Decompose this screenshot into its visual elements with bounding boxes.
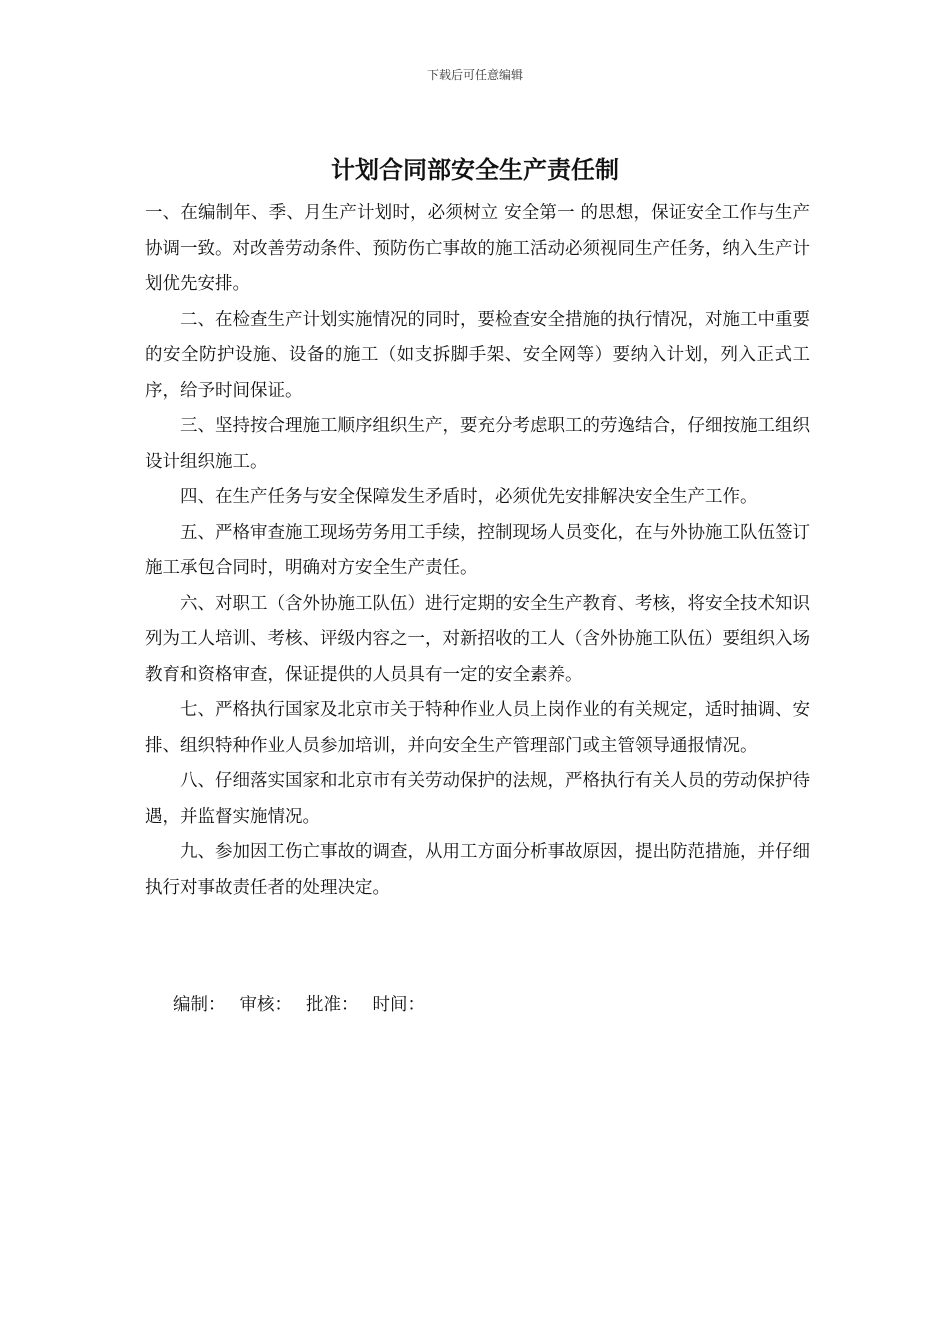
document-title: 计划合同部安全生产责任制 [331, 155, 619, 184]
document-body [145, 196, 810, 906]
paragraph-7: 七、严格执行国家及北京市关于特种作业人员上岗作业的有关规定，适时抽调、安排、组织特种作业人员参加培训，并向安全生产管理部门或主管领导通报情况。 [145, 700, 810, 756]
paragraph-4: 四、在生产任务与安全保障发生矛盾时，必须优先安排解决安全生产工作。 [180, 487, 758, 507]
paragraph-6: 六、对职工（含外协施工队伍）进行定期的安全生产教育、考核，将安全技术知识列为工人培训、考核、评级内容之一，对新招收的工人（含外协施工队伍）要组织入场教育和资格审查，保证提供的人员具有一定的安全素养。 [145, 593, 810, 685]
paragraph-9: 九、参加因工伤亡事故的调查，从用工方面分析事故原因，提出防范措施，并仔细执行对事故责任者的处理决定。 [145, 842, 810, 898]
paragraph-5: 五、严格审查施工现场劳务用工手续，控制现场人员变化，在与外协施工队伍签订施工承包合同时，明确对方安全生产责任。 [145, 522, 810, 578]
paragraph-2: 二、在检查生产计划实施情况的同时，要检查安全措施的执行情况，对施工中重要的安全防护设施、设备的施工（如支拆脚手架、安全网等）要纳入计划，列入正式工序，给予时间保证。 [145, 309, 810, 401]
compiled-by-label: 编制： [173, 995, 226, 1015]
paragraph-3: 三、坚持按合理施工顺序组织生产，要充分考虑职工的劳逸结合，仔细按施工组织设计组织施工。 [145, 416, 810, 472]
date-label: 时间： [372, 995, 425, 1015]
signature-line [173, 990, 439, 1020]
approved-by-label: 批准： [306, 995, 359, 1015]
reviewed-by-label: 审核： [239, 995, 292, 1015]
paragraph-1: 一、在编制年、季、月生产计划时，必须树立 安全第一 的思想，保证安全工作与生产协调一致。对改善劳动条件、预防伤亡事故的施工活动必须视同生产任务，纳入生产计划优先安排。 [145, 203, 810, 294]
paragraph-8: 八、仔细落实国家和北京市有关劳动保护的法规，严格执行有关人员的劳动保护待遇，并监督实施情况。 [145, 771, 810, 827]
header-note: 下载后可任意编辑 [426, 68, 523, 82]
